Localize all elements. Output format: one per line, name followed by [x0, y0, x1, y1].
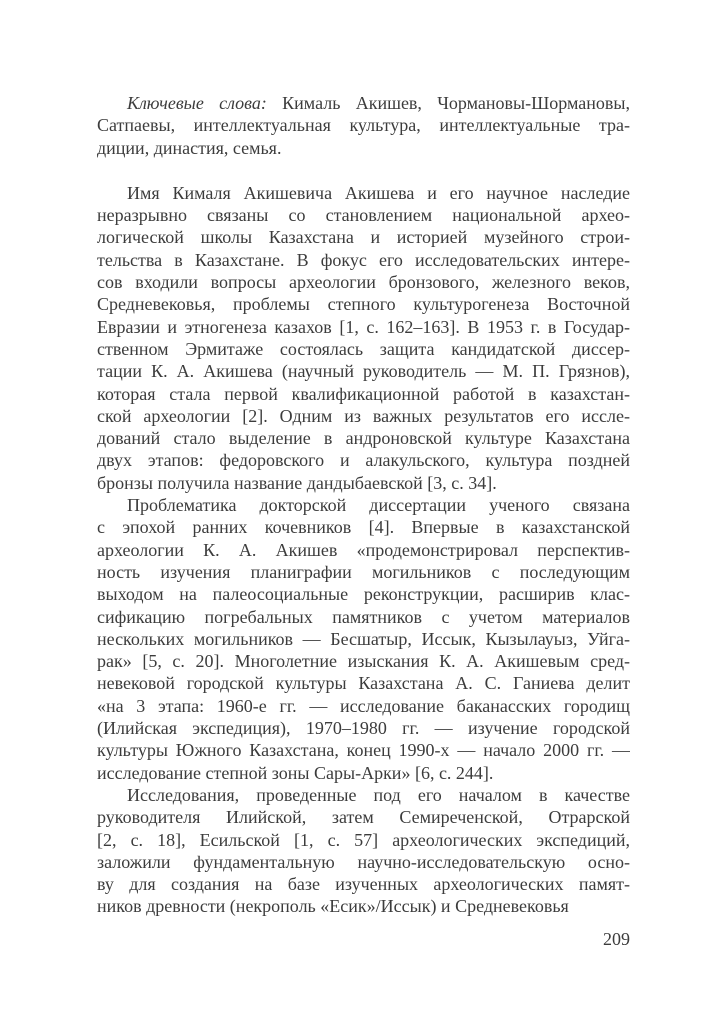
text-line: Средневековья, проблемы степного культурогенеза Восточной [97, 294, 630, 315]
text-line: руководителя Илийской, затем Семиреченской, Отрарской [97, 807, 630, 828]
text-line: ников древности (некрополь «Есик»/Иссык) и Средневековья [97, 896, 569, 917]
text-line: Исследования, проведенные под его началом в качестве [127, 784, 630, 805]
text-line: исследование степной зоны Сары-Арки» [6, с. 244]. [97, 762, 494, 783]
text-line: выходом на палеосоциальные реконструкции, расширив клас- [97, 584, 630, 605]
body-paragraph-2 [97, 494, 630, 784]
text-line: Ключевые слова: Кималь Акишев, Чормановы-Шормановы, [127, 93, 630, 113]
text-line: тации К. А. Акишева (научный руководитель — М. П. Грязнов), [97, 361, 630, 382]
text-line: «на 3 этапа: 1960-е гг. — исследование баканасских городищ [97, 695, 630, 716]
text-line: двух этапов: федоровского и алакульского, культура поздней [97, 450, 630, 471]
text-line: которая стала первой квалификационной работой в казахстан- [97, 383, 630, 404]
text-line: бронзы получила название дандыбаевской [3, с. 34]. [97, 472, 497, 493]
text-line: сификацию погребальных памятников с учетом материалов [97, 606, 630, 627]
page-body [97, 92, 630, 918]
page-number: 209 [603, 929, 630, 949]
text-line: диции, династия, семья. [97, 137, 282, 158]
text-line: Имя Кималя Акишевича Акишева и его научное наследие [127, 182, 630, 203]
text-line: археологии К. А. Акишев «продемонстрировал перспектив- [97, 539, 630, 560]
text-line: рак» [5, с. 20]. Многолетние изыскания К. А. Акишевым сред- [97, 651, 630, 672]
text-line: ской археологии [2]. Одним из важных результатов его иссле- [97, 405, 630, 426]
text-line: сов входили вопросы археологии бронзового, железного веков, [97, 272, 630, 293]
text-line: [2, с. 18], Есильской [1, с. 57] археологических экспедиций, [97, 829, 630, 850]
text-line: Проблематика докторской диссертации ученого связана [127, 495, 630, 516]
text-line: Евразии и этногенеза казахов [1, с. 162–163]. В 1953 г. в Государ- [97, 316, 630, 337]
text-line: логической школы Казахстана и историей музейного строи- [97, 227, 630, 248]
text-line: ву для создания на базе изученных археологических памят- [97, 874, 630, 895]
text-line: с эпохой ранних кочевников [4]. Впервые в казахстанской [97, 517, 630, 538]
text-line: нескольких могильников — Бесшатыр, Иссык, Кызылауыз, Уйга- [97, 628, 630, 649]
keywords-paragraph [97, 92, 630, 159]
text-line: заложили фундаментальную научно-исследовательскую осно- [97, 851, 630, 872]
text-line: (Илийская экспедиция), 1970–1980 гг. — изучение городской [97, 718, 630, 739]
body-paragraph-3 [97, 784, 630, 918]
text-line: Сатпаевы, интеллектуальная культура, интеллектуальные тра- [97, 115, 630, 136]
text-line: ность изучения планиграфии могильников с последующим [97, 561, 630, 582]
keywords-label: Ключевые слова: [127, 93, 267, 113]
text-line: ственном Эрмитаже состоялась защита кандидатской диссер- [97, 338, 630, 359]
text-line: дований стало выделение в андроновской культуре Казахстана [97, 428, 630, 449]
body-paragraph-1 [97, 182, 630, 494]
text-line: культуры Южного Казахстана, конец 1990-х — начало 2000 гг. — [97, 740, 630, 761]
text-line: неразрывно связаны со становлением национальной архео- [97, 205, 630, 226]
text-line: невековой городской культуры Казахстана А. С. Ганиева делит [97, 673, 630, 694]
text-line: тельства в Казахстане. В фокус его исследовательских интере- [97, 249, 630, 270]
